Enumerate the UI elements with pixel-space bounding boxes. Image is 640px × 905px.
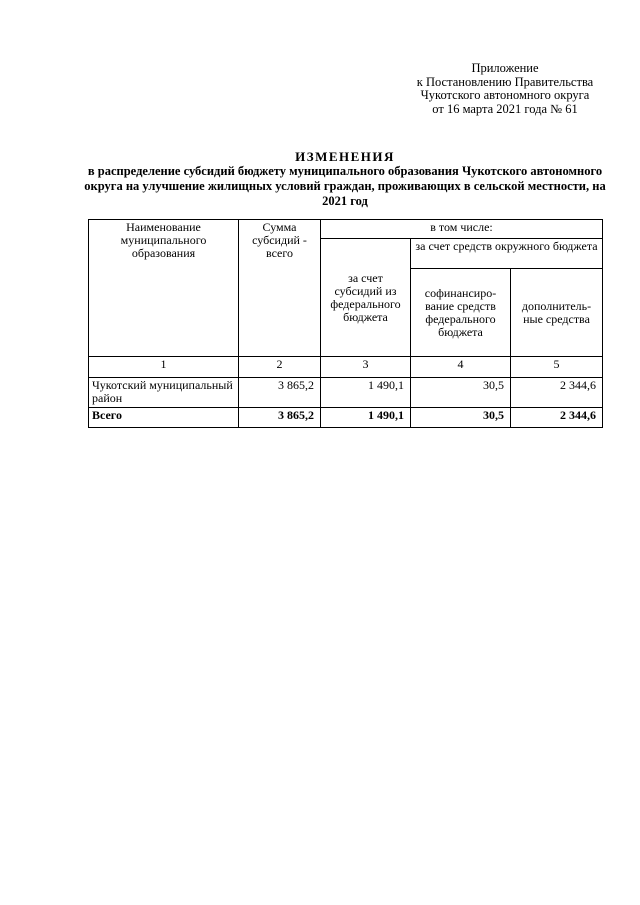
table-row [89, 378, 603, 408]
header-cofin: софинансиро-вание средств федерального бюджета [411, 269, 511, 357]
column-number: 2 [239, 357, 321, 378]
appendix-block [390, 62, 620, 116]
column-number: 3 [321, 357, 411, 378]
total-label: Всего [89, 408, 239, 428]
total-cofin: 30,5 [411, 408, 511, 428]
total-federal: 1 490,1 [321, 408, 411, 428]
header-sum: Сумма субсидий - всего [239, 220, 321, 357]
column-number: 4 [411, 357, 511, 378]
header-additional: дополнитель-ные средства [511, 269, 603, 357]
column-number: 1 [89, 357, 239, 378]
total-row [89, 408, 603, 428]
total-additional: 2 344,6 [511, 408, 603, 428]
column-number: 5 [511, 357, 603, 378]
header-federal: за счет субсидий из федерального бюджета [321, 239, 411, 357]
subsidy-table [88, 219, 603, 428]
document-title [80, 149, 610, 209]
title-heading: ИЗМЕНЕНИЯ [295, 149, 395, 164]
appendix-line: к Постановлению Правительства [416, 74, 594, 89]
cofin-cell: 30,5 [411, 378, 511, 408]
column-numbers-row [89, 357, 603, 378]
additional-cell: 2 344,6 [511, 378, 603, 408]
federal-cell: 1 490,1 [321, 378, 411, 408]
municipality-name: Чукотский муниципальный район [89, 378, 239, 408]
appendix-line: Чукотского автономного округа [420, 88, 590, 102]
appendix-line: от 16 марта 2021 года № 61 [432, 101, 578, 116]
header-name: Наименование муниципального образования [89, 220, 239, 357]
title-text: в распределение субсидий бюджету муниципального образования Чукотского автономного округа на улучшение жилищных условий граждан, проживающих в сельской местности, на 2021 год [84, 164, 606, 208]
total-sum: 3 865,2 [239, 408, 321, 428]
sum-cell: 3 865,2 [239, 378, 321, 408]
appendix-line: Приложение [471, 61, 539, 75]
header-including: в том числе: [321, 220, 603, 239]
header-district: за счет средств окружного бюджета [411, 239, 603, 269]
